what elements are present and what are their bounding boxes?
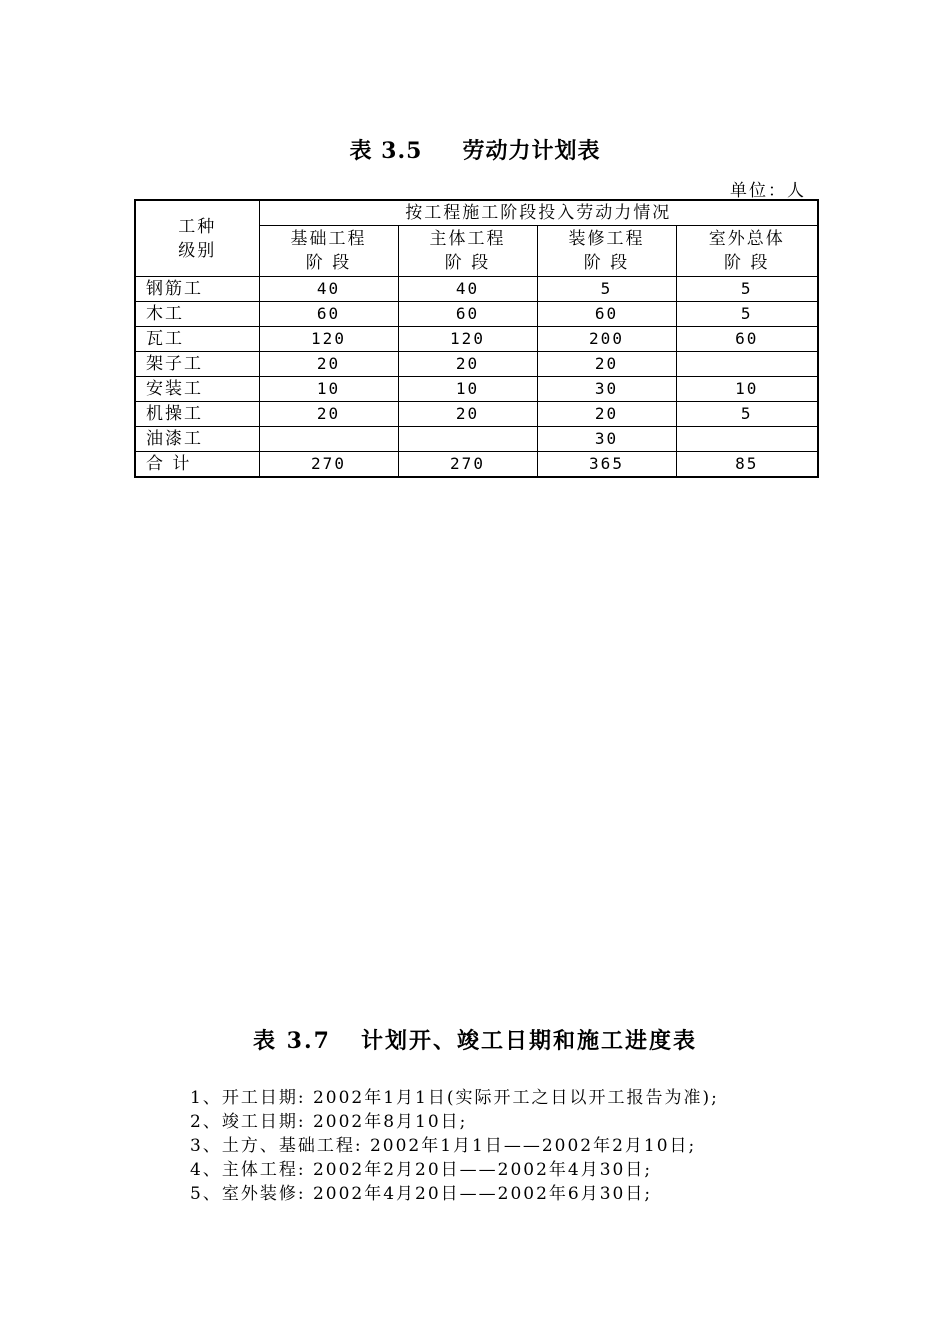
total-value-cell: 365: [537, 452, 676, 478]
header-worker-type-line1: 工种: [178, 216, 217, 237]
total-value-cell: 85: [676, 452, 818, 478]
value-cell: 10: [259, 377, 398, 402]
list-item: 4、主体工程: 2002年2月20日——2002年4月30日;: [190, 1160, 653, 1180]
header-worker-type: [135, 200, 259, 277]
value-cell: 5: [676, 277, 818, 302]
list-item: 5、室外装修: 2002年4月20日——2002年6月30日;: [190, 1184, 653, 1204]
stage-label: 室外总体: [708, 229, 785, 249]
list-item: 1、开工日期: 2002年1月1日(实际开工之日以开工报告为准);: [190, 1088, 719, 1108]
value-cell: [398, 427, 537, 452]
value-cell: 120: [259, 327, 398, 352]
value-cell: 20: [537, 352, 676, 377]
worker-type-cell: 钢筋工: [135, 277, 259, 302]
value-cell: 5: [676, 402, 818, 427]
table-row: [135, 377, 818, 402]
header-stage-decoration: [537, 226, 676, 277]
value-cell: 40: [259, 277, 398, 302]
value-cell: 60: [676, 327, 818, 352]
worker-type-cell: 机操工: [135, 402, 259, 427]
total-value-cell: 270: [398, 452, 537, 478]
table-header-row: [135, 200, 818, 226]
total-label-cell: 合 计: [135, 452, 259, 478]
worker-type-cell: 瓦工: [135, 327, 259, 352]
table-3-7-caption: 计划开、竣工日期和施工进度表: [360, 1028, 697, 1054]
table-row: [135, 302, 818, 327]
value-cell: 20: [398, 402, 537, 427]
value-cell: 60: [259, 302, 398, 327]
header-stage-outdoor: [676, 226, 818, 277]
worker-type-cell: 油漆工: [135, 427, 259, 452]
table-3-7-title: [0, 1024, 950, 1055]
table-row: [135, 277, 818, 302]
value-cell: 30: [537, 427, 676, 452]
stage-sub-label: 阶 段: [724, 253, 770, 273]
stage-label: 基础工程: [290, 229, 367, 249]
value-cell: 5: [537, 277, 676, 302]
value-cell: 20: [259, 352, 398, 377]
value-cell: 10: [676, 377, 818, 402]
header-worker-type-line2: 级别: [178, 240, 217, 261]
value-cell: 5: [676, 302, 818, 327]
value-cell: [676, 352, 818, 377]
value-cell: 30: [537, 377, 676, 402]
value-cell: 120: [398, 327, 537, 352]
value-cell: 200: [537, 327, 676, 352]
table-total-row: [135, 452, 818, 478]
stage-sub-label: 阶 段: [444, 253, 491, 273]
value-cell: 60: [537, 302, 676, 327]
stage-label: 装修工程: [568, 229, 645, 249]
value-cell: [676, 427, 818, 452]
stage-sub-label: 阶 段: [305, 253, 352, 273]
header-stage-foundation: [259, 226, 398, 277]
stage-label: 主体工程: [429, 229, 506, 249]
table-3-5-caption: 劳动力计划表: [462, 138, 601, 164]
table-row: [135, 352, 818, 377]
worker-type-cell: 架子工: [135, 352, 259, 377]
worker-type-cell: 安装工: [135, 377, 259, 402]
value-cell: 10: [398, 377, 537, 402]
value-cell: 40: [398, 277, 537, 302]
table-row: [135, 327, 818, 352]
table-row: [135, 427, 818, 452]
list-item: 2、竣工日期: 2002年8月10日;: [190, 1112, 468, 1132]
total-value-cell: 270: [259, 452, 398, 478]
labor-plan-table: [134, 199, 819, 478]
schedule-list: [190, 1086, 830, 1206]
table-row: [135, 402, 818, 427]
unit-label: 单位：人: [730, 181, 806, 201]
table-3-5-number: 表 3.5: [349, 138, 423, 164]
value-cell: 20: [398, 352, 537, 377]
header-stage-group: 按工程施工阶段投入劳动力情况: [259, 200, 818, 226]
header-stage-main: [398, 226, 537, 277]
value-cell: 60: [398, 302, 537, 327]
table-3-5-title: [0, 134, 950, 165]
value-cell: [259, 427, 398, 452]
value-cell: 20: [259, 402, 398, 427]
table-3-7-number: 表 3.7: [253, 1028, 331, 1054]
worker-type-cell: 木工: [135, 302, 259, 327]
list-item: 3、土方、基础工程: 2002年1月1日——2002年2月10日;: [190, 1136, 697, 1156]
stage-sub-label: 阶 段: [583, 253, 630, 273]
value-cell: 20: [537, 402, 676, 427]
